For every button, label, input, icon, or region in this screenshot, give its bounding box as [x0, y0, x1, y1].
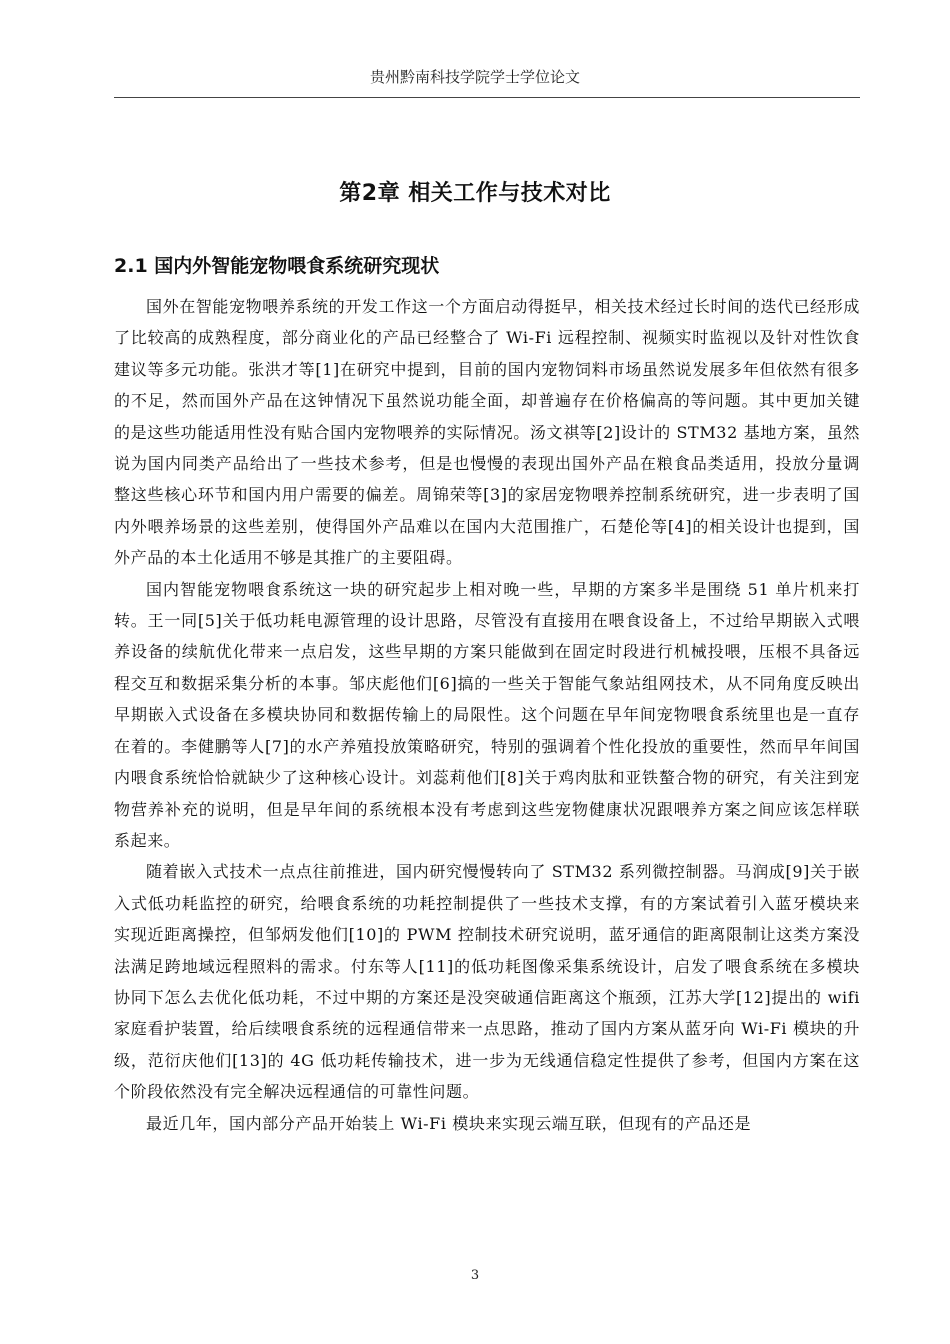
- page-number: 3: [470, 1268, 480, 1283]
- header-rule: [114, 97, 860, 98]
- paragraph-3: 随着嵌入式技术一点点往前推进，国内研究慢慢转向了 STM32 系列微控制器。马润成[9]关于嵌入式低功耗监控的研究，给喂食系统的功耗控制提供了一些技术支撑，有的方案试着引入蓝牙模块来实现近距离操控，但邹炳发他们[10]的 PWM 控制技术研究说明，蓝牙通信的距离限制让这类方案没法满足跨地域远程照料的需求。付东等人[11]的低功耗图像采集系统设计，启发了喂食系统在多模块协同下怎么去优化低功耗，不过中期的方案还是没突破通信距离这个瓶颈，江苏大学[12]提出的 wifi 家庭看护装置，给后续喂食系统的远程通信带来一点思路，推动了国内方案从蓝牙向 Wi-Fi 模块的升级，范衍庆他们[13]的 4G 低功耗传输技术，进一步为无线通信稳定性提供了参考，但国内方案在这个阶段依然没有完全解决远程通信的可靠性问题。: [114, 862, 860, 1102]
- paragraph-1: 国外在智能宠物喂养系统的开发工作这一个方面启动得挺早，相关技术经过长时间的迭代已经形成了比较高的成熟程度，部分商业化的产品已经整合了 Wi-Fi 远程控制、视频实时监视以及针对性饮食建议等多元功能。张洪才等[1]在研究中提到，目前的国内宠物饲料市场虽然说发展多年但依然有很多的不足，然而国外产品在这钟情况下虽然说功能全面，却普遍存在价格偏高的等问题。其中更加关键的是这些功能适用性没有贴合国内宠物喂养的实际情况。汤文祺等[2]设计的 STM32 基地方案，虽然说为国内同类产品给出了一些技术参考，但是也慢慢的表现出国外产品在粮食品类适用，投放分量调整这些核心环节和国内用户需要的偏差。周锦荣等[3]的家居宠物喂养控制系统研究，进一步表明了国内外喂养场景的这些差别，使得国外产品难以在国内大范围推广，石楚伦等[4]的相关设计也提到，国外产品的本土化适用不够是其推广的主要阻碍。: [114, 297, 860, 568]
- paragraph-4: 最近几年，国内部分产品开始装上 Wi-Fi 模块来实现云端互联，但现有的产品还是: [146, 1113, 752, 1133]
- body-text: [114, 291, 860, 1139]
- running-header: 贵州黔南科技学院学士学位论文: [369, 68, 580, 86]
- paragraph-2: 国内智能宠物喂食系统这一块的研究起步上相对晚一些，早期的方案多半是围绕 51 单片机来打转。王一同[5]关于低功耗电源管理的设计思路，尽管没有直接用在喂食设备上，不过给早期嵌入式喂养设备的续航优化带来一点启发，这些早期的方案只能做到在固定时段进行机械投喂，压根不具备远程交互和数据采集分析的本事。邹庆彪他们[6]搞的一些关于智能气象站组网技术，从不同角度反映出早期嵌入式设备在多模块协同和数据传输上的局限性。这个问题在早年间宠物喂食系统里也是一直存在着的。李健鹏等人[7]的水产养殖投放策略研究，特别的强调着个性化投放的重要性，然而早年间国内喂食系统恰恰就缺少了这种核心设计。刘蕊莉他们[8]关于鸡肉肽和亚铁螯合物的研究，有关注到宠物营养补充的说明，但是早年间的系统根本没有考虑到这些宠物健康状况跟喂养方案之间应该怎样联系起来。: [114, 579, 860, 850]
- chapter-title: 第2章 相关工作与技术对比: [339, 181, 611, 206]
- section-title: 2.1 国内外智能宠物喂食系统研究现状: [114, 255, 440, 277]
